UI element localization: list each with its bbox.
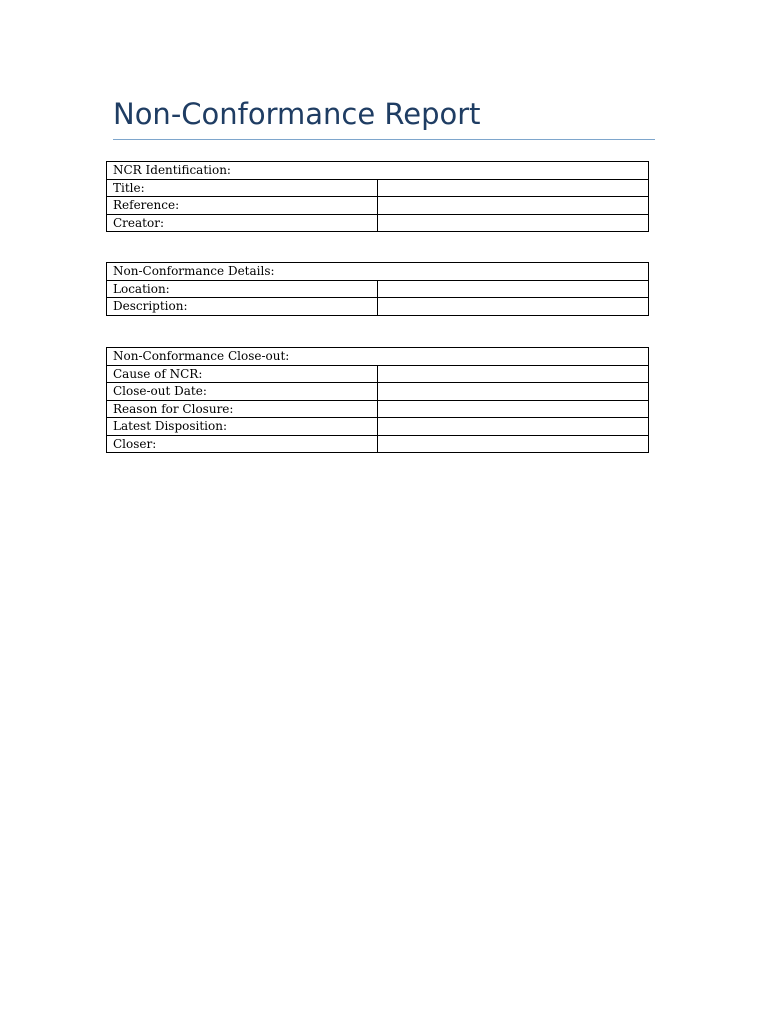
field-value-creator[interactable] — [378, 214, 649, 232]
section-header: Non-Conformance Details: — [107, 263, 649, 281]
section-header: Non-Conformance Close-out: — [107, 348, 649, 366]
page-title: Non-Conformance Report — [113, 97, 481, 131]
field-value-latest-disposition[interactable] — [378, 418, 649, 436]
field-label-cause-of-ncr: Cause of NCR: — [107, 365, 378, 383]
table-row — [107, 365, 649, 383]
table-header-row — [107, 348, 649, 366]
non-conformance-details-table — [106, 262, 649, 316]
table-row — [107, 418, 649, 436]
field-value-reference[interactable] — [378, 197, 649, 215]
field-label-title: Title: — [107, 179, 378, 197]
table-row — [107, 435, 649, 453]
field-label-closer: Closer: — [107, 435, 378, 453]
table-header-row — [107, 263, 649, 281]
field-value-closer[interactable] — [378, 435, 649, 453]
field-value-location[interactable] — [378, 280, 649, 298]
table-row — [107, 214, 649, 232]
ncr-identification-table — [106, 161, 649, 232]
non-conformance-closeout-table — [106, 347, 649, 453]
field-value-reason-for-closure[interactable] — [378, 400, 649, 418]
table-row — [107, 197, 649, 215]
table-header-row — [107, 162, 649, 180]
table-row — [107, 298, 649, 316]
field-value-title[interactable] — [378, 179, 649, 197]
field-label-creator: Creator: — [107, 214, 378, 232]
field-label-description: Description: — [107, 298, 378, 316]
field-label-reference: Reference: — [107, 197, 378, 215]
field-label-closeout-date: Close-out Date: — [107, 383, 378, 401]
field-label-reason-for-closure: Reason for Closure: — [107, 400, 378, 418]
field-label-latest-disposition: Latest Disposition: — [107, 418, 378, 436]
table-row — [107, 400, 649, 418]
field-value-closeout-date[interactable] — [378, 383, 649, 401]
table-row — [107, 383, 649, 401]
title-divider — [113, 139, 655, 140]
field-value-cause-of-ncr[interactable] — [378, 365, 649, 383]
field-label-location: Location: — [107, 280, 378, 298]
table-row — [107, 179, 649, 197]
section-header: NCR Identification: — [107, 162, 649, 180]
table-row — [107, 280, 649, 298]
field-value-description[interactable] — [378, 298, 649, 316]
